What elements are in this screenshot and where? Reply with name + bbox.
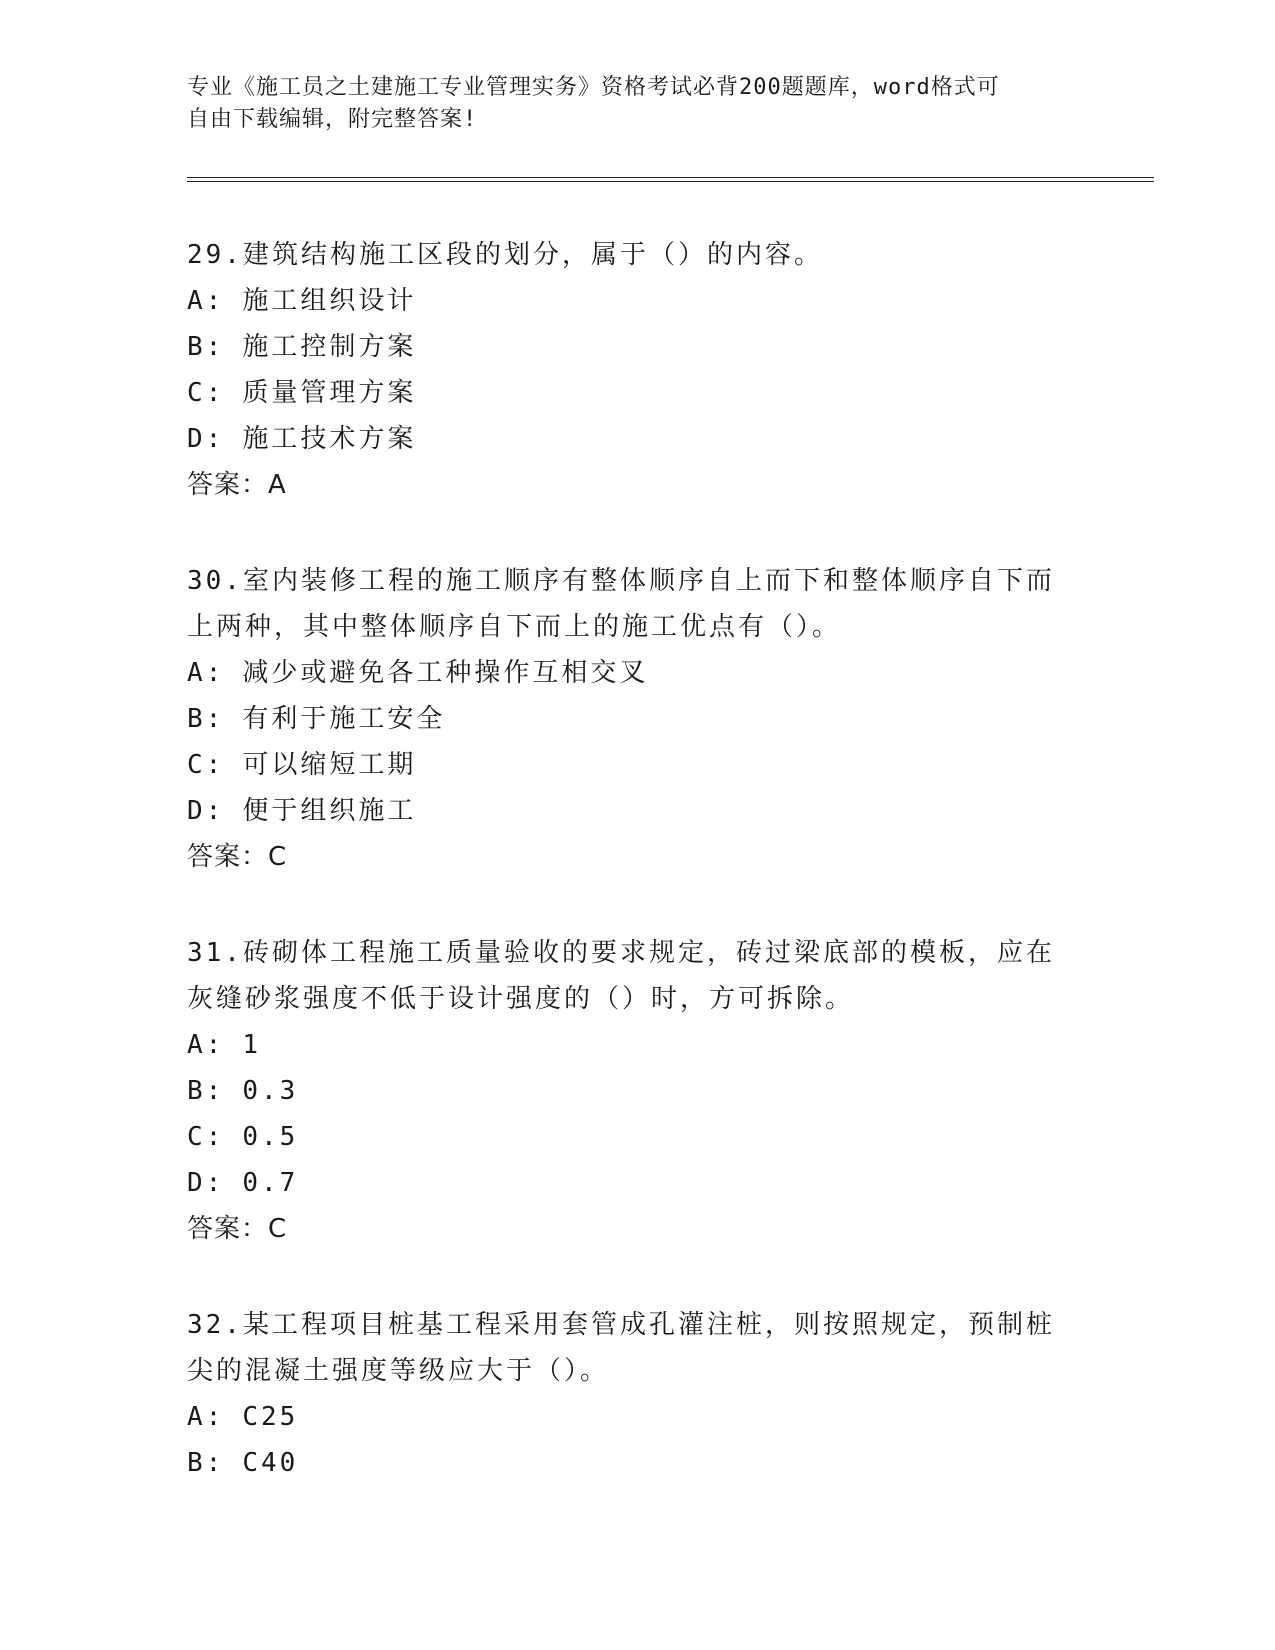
answer-line [187,462,1077,508]
option-d [187,416,1077,462]
option-text: 施工技术方案 [242,424,417,454]
option-text: 质量管理方案 [242,378,417,408]
question-stem: 砖砌体工程施工质量验收的要求规定，砖过梁底部的模板，应在灰缝砂浆强度不低于设计强度的（）时，方可拆除。 [187,938,1055,1014]
option-text: 有利于施工安全 [242,704,446,734]
option-text: 0.7 [242,1168,299,1198]
option-d [187,1160,1077,1206]
option-key: C: [187,1122,225,1152]
option-key: D: [187,424,225,454]
answer-line [187,1206,1077,1252]
answer-label: 答案： [187,842,269,872]
question-text [187,930,1077,1022]
question-number: 31. [187,938,243,968]
answer-label: 答案： [187,470,269,500]
answer-value: C [268,842,288,872]
question-number: 30. [187,566,243,596]
option-key: A: [187,1030,225,1060]
option-b [187,324,1077,370]
question-stem: 某工程项目桩基工程采用套管成孔灌注桩，则按照规定，预制桩尖的混凝土强度等级应大于（）。 [187,1310,1055,1386]
option-a [187,650,1077,696]
question-stem: 建筑结构施工区段的划分，属于（）的内容。 [242,240,823,270]
question-31 [187,930,1077,1252]
option-text: C40 [242,1448,299,1478]
question-text [187,558,1077,650]
option-key: A: [187,658,225,688]
question-number: 29. [187,240,243,270]
option-text: 施工组织设计 [242,286,417,316]
option-key: C: [187,378,225,408]
option-text: 施工控制方案 [242,332,417,362]
option-c [187,1114,1077,1160]
answer-value: A [268,470,287,500]
question-32 [187,1302,1077,1486]
option-key: B: [187,332,225,362]
option-b [187,1068,1077,1114]
option-key: B: [187,1076,225,1106]
question-29 [187,232,1077,508]
option-text: 减少或避免各工种操作互相交叉 [242,658,649,688]
option-a [187,1394,1077,1440]
question-text [187,232,1077,278]
option-text: 可以缩短工期 [242,750,417,780]
option-key: B: [187,704,225,734]
option-a [187,278,1077,324]
question-30 [187,558,1077,880]
option-text: 1 [242,1030,261,1060]
option-key: A: [187,1402,225,1432]
option-text: 0.3 [242,1076,299,1106]
answer-line [187,834,1077,880]
document-header [187,72,1067,136]
option-text: C25 [242,1402,299,1432]
option-a [187,1022,1077,1068]
option-text: 0.5 [242,1122,299,1152]
option-key: A: [187,286,225,316]
option-b [187,696,1077,742]
header-title-line-1: 专业《施工员之土建施工专业管理实务》资格考试必背200题题库，word格式可 [187,75,1000,100]
question-stem: 室内装修工程的施工顺序有整体顺序自上而下和整体顺序自下而上两种，其中整体顺序自下而上的施工优点有（）。 [187,566,1055,642]
option-key: C: [187,750,225,780]
option-c [187,742,1077,788]
option-d [187,788,1077,834]
option-key: D: [187,796,225,826]
question-list [187,232,1077,1536]
option-b [187,1440,1077,1486]
option-key: D: [187,1168,225,1198]
option-key: B: [187,1448,225,1478]
option-c [187,370,1077,416]
answer-label: 答案： [187,1214,269,1244]
option-text: 便于组织施工 [242,796,417,826]
header-divider [187,177,1154,182]
question-number: 32. [187,1310,243,1340]
question-text [187,1302,1077,1394]
header-title-line-2: 自由下载编辑，附完整答案! [187,107,478,132]
answer-value: C [268,1214,288,1244]
